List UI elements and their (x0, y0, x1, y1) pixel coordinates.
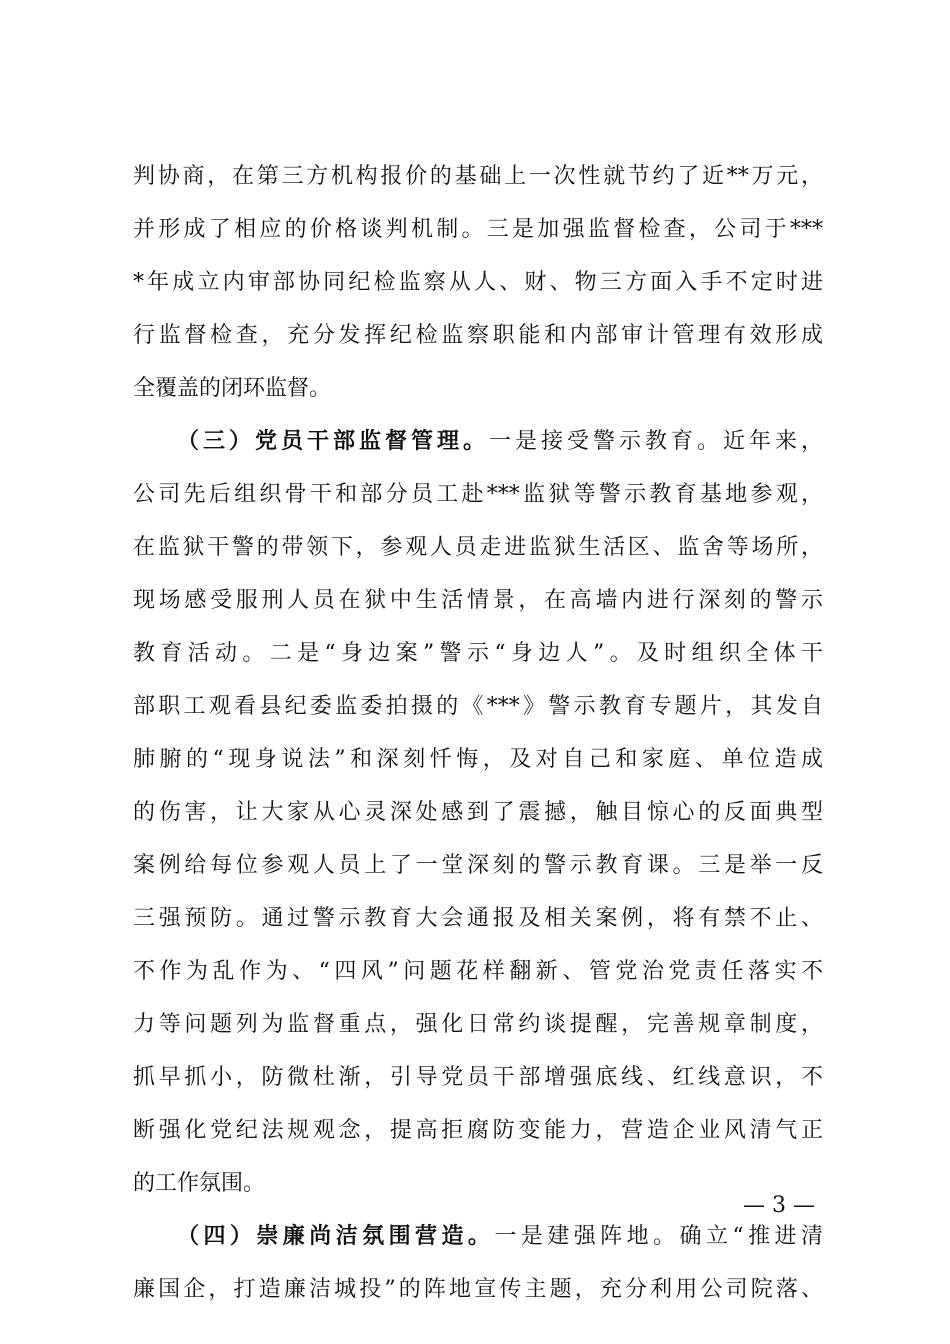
paragraph-text: 一是接受警示教育。近年来， (489, 429, 823, 454)
paragraph-line: 部职工观看县纪委监委拍摄的《***》警示教育专题片，其发自 (133, 694, 823, 719)
paragraph-line: 抓早抓小，防微杜渐，引导党员干部增强底线、红线意识，不 (133, 1065, 823, 1090)
paragraph-line: 教育活动。二是“身边案”警示“身边人”。及时组织全体干 (133, 641, 823, 666)
paragraph-line: *年成立内审部协同纪检监察从人、财、物三方面入手不定时进 (133, 270, 823, 295)
paragraph-line: 廉国企，打造廉洁城投”的阵地宣传主题，充分利用公司院落、 (133, 1277, 823, 1302)
paragraph-line: 肺腑的“现身说法”和深刻忏悔，及对自己和家庭、单位造成 (133, 747, 823, 772)
paragraph-line: 并形成了相应的价格谈判机制。三是加强监督检查，公司于*** (133, 217, 823, 242)
paragraph-line: 力等问题列为监督重点，强化日常约谈提醒，完善规章制度， (133, 1012, 823, 1037)
paragraph-line: 三强预防。通过警示教育大会通报及相关案例，将有禁不止、 (133, 906, 823, 931)
paragraph-line: 的伤害，让大家从心灵深处感到了震撼，触目惊心的反面典型 (133, 800, 823, 825)
paragraph-line: 判协商，在第三方机构报价的基础上一次性就节约了近**万元， (133, 164, 823, 189)
paragraph-line: 不作为乱作为、“四风”问题花样翻新、管党治党责任落实不 (133, 959, 823, 984)
page-number: — 3 — (743, 1193, 815, 1218)
paragraph-line: 行监督检查，充分发挥纪检监察职能和内部审计管理有效形成 (133, 323, 823, 348)
paragraph-text: 一是建强阵地。确立“推进清 (494, 1224, 823, 1249)
section-heading: （三）党员干部监督管理。 (177, 428, 489, 454)
paragraph-line: 在监狱干警的带领下，参观人员走进监狱生活区、监舍等场所， (133, 535, 823, 560)
paragraph-line: 全覆盖的闭环监督。 (133, 376, 332, 401)
section-heading: （四）崇廉尚洁氛围营造。 (177, 1223, 495, 1249)
paragraph-line: 断强化党纪法规观念，提高拒腐防变能力，营造企业风清气正 (133, 1118, 823, 1143)
paragraph-line: 的工作氛围。 (133, 1171, 266, 1196)
paragraph-line: 公司先后组织骨干和部分员工赴***监狱等警示教育基地参观， (133, 482, 823, 507)
paragraph-first-line (133, 415, 823, 468)
paragraph-line: 现场感受服刑人员在狱中生活情景，在高墙内进行深刻的警示 (133, 588, 823, 613)
document-body (133, 150, 823, 1316)
paragraph-line: 案例给每位参观人员上了一堂深刻的警示教育课。三是举一反 (133, 853, 823, 878)
paragraph-first-line (133, 1210, 823, 1263)
